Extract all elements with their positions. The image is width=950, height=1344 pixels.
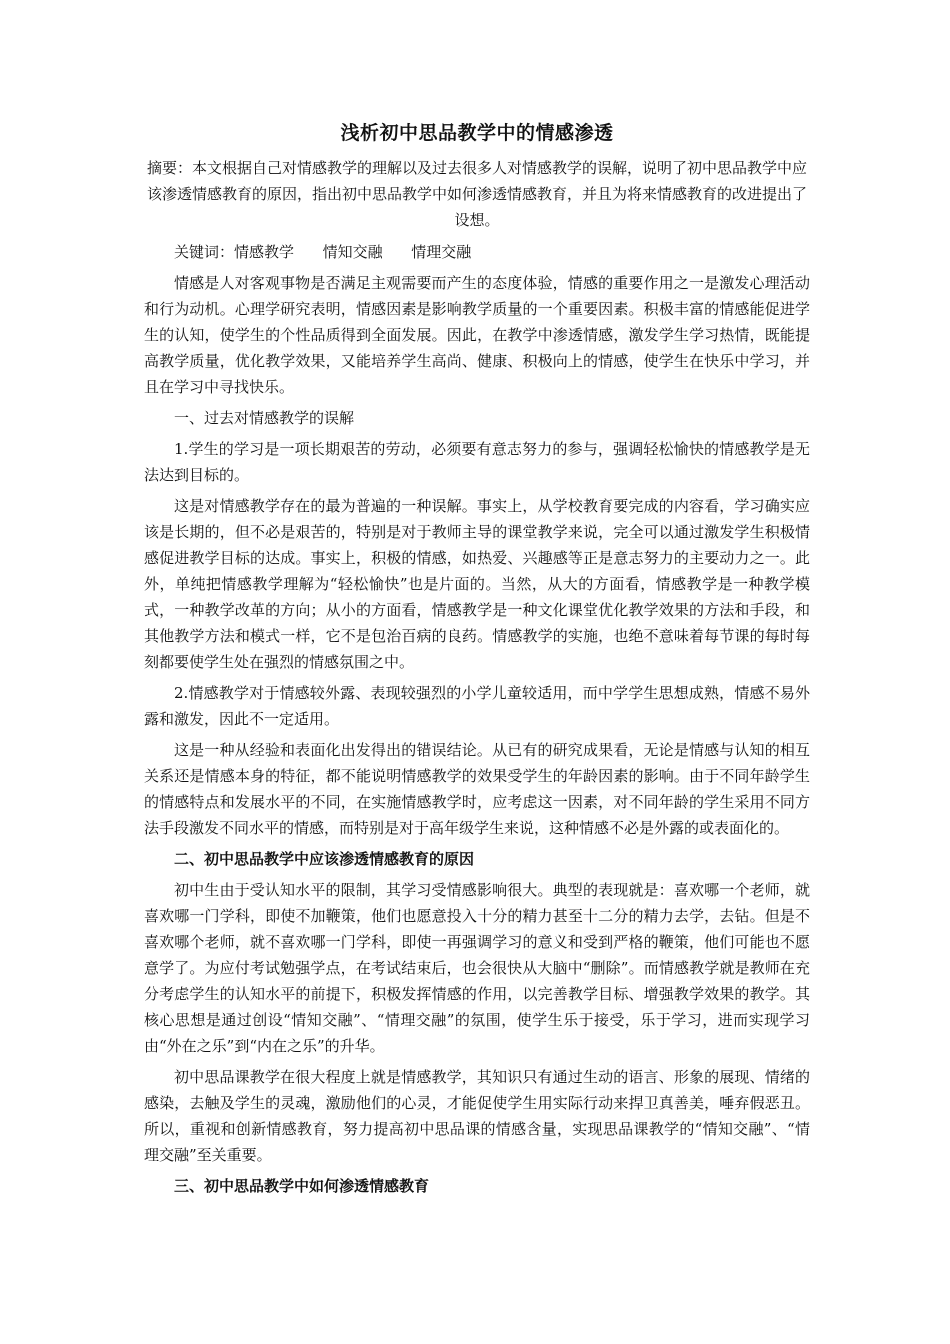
section-1-point-2: 2.情感教学对于情感较外露、表现较强烈的小学儿童较适用，而中学学生思想成熟，情感不易外露和激发，因此不一定适用。 [144, 684, 810, 728]
intro-paragraph: 情感是人对客观事物是否满足主观需要而产生的态度体验，情感的重要作用之一是激发心理活动和行为动机。心理学研究表明，情感因素是影响教学质量的一个重要因素。积极丰富的情感能促进学生的认知，使学生的个性品质得到全面发展。因此，在教学中渗透情感，激发学生学习热情，既能提高教学质量，优化教学效果，又能培养学生高尚、健康、积极向上的情感，使学生在快乐中学习，并且在学习中寻找快乐。 [144, 274, 810, 396]
section-2-paragraph-1: 初中生由于受认知水平的限制，其学习受情感影响很大。典型的表现就是：喜欢哪一个老师，就喜欢哪一门学科，即使不加鞭策，他们也愿意投入十分的精力甚至十二分的精力去学，去钻。但是不喜欢哪个老师，就不喜欢哪一门学科，即使一再强调学习的意义和受到严格的鞭策，他们可能也不愿意学了。为应付考试勉强学点，在考试结束后，也会很快从大脑中“删除”。而情感教学就是教师在充分考虑学生的认知水平的前提下，积极发挥情感的作用，以完善教学目标、增强教学效果的教学。其核心思想是通过创设“情知交融”、“情理交融”的氛围，使学生乐于接受，乐于学习，进而实现学习由“外在之乐”到“内在之乐”的升华。 [144, 881, 810, 1055]
document-title: 浅析初中思品教学中的情感渗透 [340, 122, 614, 144]
section-2-paragraph-2: 初中思品课教学在很大程度上就是情感教学，其知识只有通过生动的语言、形象的展现、情绪的感染，去触及学生的灵魂，激励他们的心灵，才能促使学生用实际行动来捍卫真善美，唾弃假恶丑。所以，重视和创新情感教育，努力提高初中思品课的情感含量，实现思品课教学的“情知交融”、“情理交融”至关重要。 [144, 1068, 810, 1164]
keywords: 关键词：情感教学 情知交融 情理交融 [174, 243, 472, 261]
section-1-heading: 一、过去对情感教学的误解 [174, 409, 355, 427]
section-1-point-1: 1.学生的学习是一项长期艰苦的劳动，必须要有意志努力的参与，强调轻松愉快的情感教学是无法达到目标的。 [144, 440, 810, 484]
section-1-reply-1: 这是对情感教学存在的最为普遍的一种误解。事实上，从学校教育要完成的内容看，学习确实应该是长期的，但不必是艰苦的，特别是对于教师主导的课堂教学来说，完全可以通过激发学生积极情感促进教学目标的达成。事实上，积极的情感，如热爱、兴趣感等正是意志努力的主要动力之一。此外，单纯把情感教学理解为“轻松愉快”也是片面的。当然，从大的方面看，情感教学是一种教学模式，一种教学改革的方向；从小的方面看，情感教学是一种文化课堂优化教学效果的方法和手段，和其他教学方法和模式一样，它不是包治百病的良药。情感教学的实施，也绝不意味着每节课的每时每刻都要使学生处在强烈的情感氛围之中。 [144, 497, 810, 671]
section-3-heading: 三、初中思品教学中如何渗透情感教育 [174, 1177, 430, 1195]
section-1-reply-2: 这是一种从经验和表面化出发得出的错误结论。从已有的研究成果看，无论是情感与认知的相互关系还是情感本身的特征，都不能说明情感教学的效果受学生的年龄因素的影响。由于不同年龄学生的情感特点和发展水平的不同，在实施情感教学时，应考虑这一因素，对不同年龄的学生采用不同方法手段激发不同水平的情感，而特别是对于高年级学生来说，这种情感不必是外露的或表面化的。 [144, 741, 810, 837]
section-2-heading: 二、初中思品教学中应该渗透情感教育的原因 [174, 850, 475, 868]
document-page [144, 120, 810, 1204]
abstract: 摘要：本文根据自己对情感教学的理解以及过去很多人对情感教学的误解，说明了初中思品教学中应该渗透情感教育的原因，指出初中思品教学中如何渗透情感教育，并且为将来情感教育的改进提出了设想。 [146, 159, 807, 229]
